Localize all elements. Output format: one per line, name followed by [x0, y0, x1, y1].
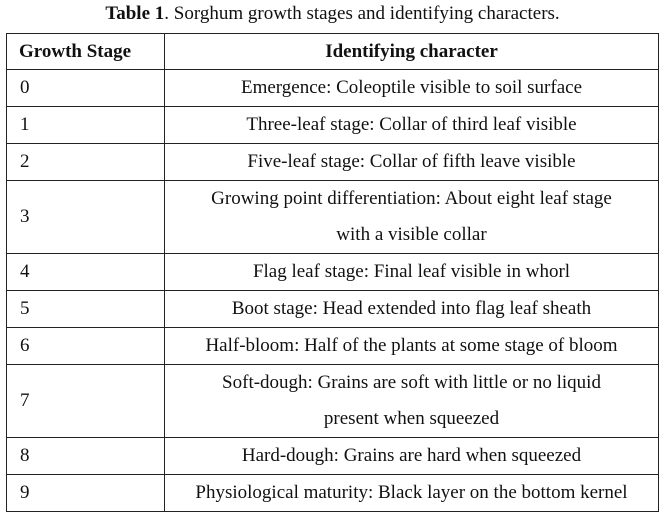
- identifying-character-cell: [165, 254, 659, 291]
- growth-stage-cell: 5: [7, 291, 165, 328]
- growth-stage-cell: 0: [7, 70, 165, 107]
- table-row: [7, 181, 659, 254]
- identifying-character-cell: [165, 181, 659, 254]
- identifying-character-line: Boot stage: Head extended into flag leaf sheath: [231, 298, 592, 319]
- growth-stage-cell: 2: [7, 144, 165, 181]
- table-row: [7, 70, 659, 107]
- table-row: [7, 254, 659, 291]
- identifying-character-cell: [165, 144, 659, 181]
- table-row: [7, 291, 659, 328]
- identifying-character-cell: [165, 365, 659, 438]
- identifying-character-line: Physiological maturity: Black layer on the bottom kernel: [195, 482, 628, 503]
- table-header-row: [7, 34, 659, 70]
- table-caption-label: Table 1: [105, 3, 165, 24]
- growth-stage-cell: 3: [7, 181, 165, 254]
- table-caption: [0, 2, 665, 26]
- table-row: [7, 365, 659, 438]
- growth-stage-cell: 4: [7, 254, 165, 291]
- identifying-character-cell: [165, 438, 659, 475]
- growth-stage-cell: 6: [7, 328, 165, 365]
- growth-stage-cell: 1: [7, 107, 165, 144]
- header-growth-stage: Growth Stage: [7, 34, 165, 70]
- growth-stage-cell: 9: [7, 475, 165, 512]
- table-row: [7, 144, 659, 181]
- growth-stages-table: [6, 33, 659, 512]
- identifying-character-cell: [165, 70, 659, 107]
- identifying-character-line: Five-leaf stage: Collar of fifth leave visible: [247, 151, 576, 172]
- table-row: [7, 328, 659, 365]
- identifying-character-cell: [165, 328, 659, 365]
- identifying-character-line: present when squeezed: [323, 408, 500, 429]
- identifying-character-line: Emergence: Coleoptile visible to soil surface: [240, 77, 583, 98]
- growth-stage-cell: 7: [7, 365, 165, 438]
- identifying-character-cell: [165, 107, 659, 144]
- table-row: [7, 438, 659, 475]
- table-caption-text: . Sorghum growth stages and identifying characters.: [164, 3, 560, 24]
- table-row: [7, 107, 659, 144]
- identifying-character-line: Growing point differentiation: About eight leaf stage: [211, 188, 612, 209]
- table-body: [7, 70, 659, 512]
- identifying-character-line: with a visible collar: [336, 224, 487, 245]
- identifying-character-cell: [165, 291, 659, 328]
- identifying-character-line: Three-leaf stage: Collar of third leaf visible: [246, 114, 577, 135]
- growth-stage-cell: 8: [7, 438, 165, 475]
- identifying-character-line: Flag leaf stage: Final leaf visible in whorl: [252, 261, 571, 282]
- identifying-character-line: Soft-dough: Grains are soft with little or no liquid: [222, 372, 601, 393]
- identifying-character-line: Half-bloom: Half of the plants at some stage of bloom: [205, 335, 618, 356]
- table-row: [7, 475, 659, 512]
- identifying-character-line: Hard-dough: Grains are hard when squeezed: [241, 445, 582, 466]
- header-identifying-character: Identifying character: [165, 34, 659, 70]
- identifying-character-cell: [165, 475, 659, 512]
